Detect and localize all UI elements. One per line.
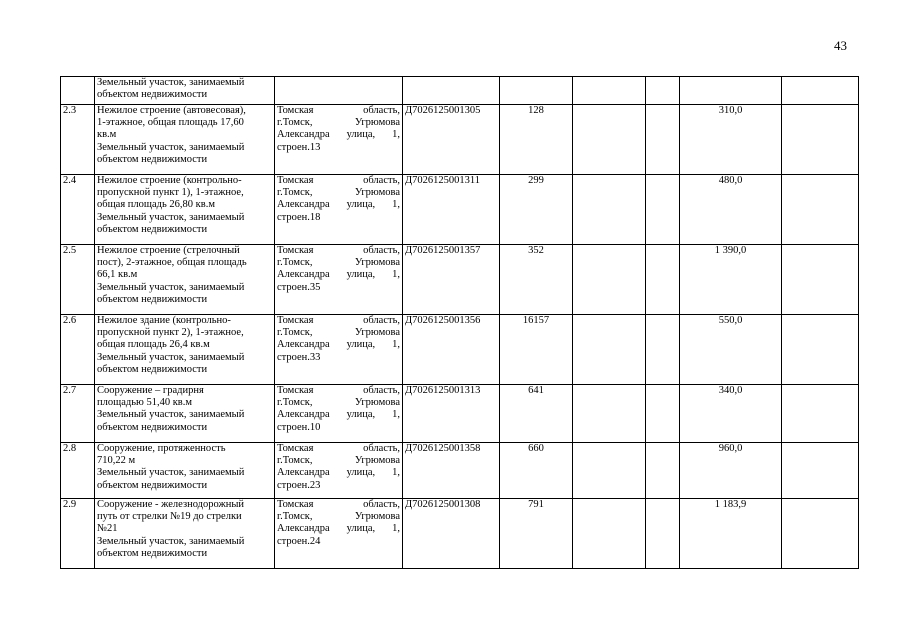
address-line: строен.23 [277,479,321,491]
object-name-line: общая площадь 26,4 кв.м [97,339,210,351]
object-name-cell [95,443,275,499]
table-row [61,77,859,105]
object-name-line: пост), 2-этажное, общая площадь [97,257,247,269]
land-plot-line: объектом недвижимости [97,363,208,375]
table-row [61,315,859,385]
address-line: строен.10 [277,421,321,433]
address-line: Томская область, [277,385,400,396]
object-name-line: Сооружение, протяженность [97,443,226,454]
empty-cell [782,499,859,569]
address-line: г.Томск, Угрюмова [277,117,400,129]
empty-cell [646,499,680,569]
land-plot-line: объектом недвижимости [97,479,208,491]
object-name-line: пропускной пункт 2), 1-этажное, [97,327,244,339]
empty-cell [646,443,680,499]
empty-cell [782,105,859,175]
land-plot-line: Земельный участок, занимаемый [97,211,245,223]
table-row [61,499,859,569]
land-plot-line: Земельный участок, занимаемый [97,535,245,547]
address-line: строен.24 [277,535,321,547]
address-line: г.Томск, Угрюмова [277,455,400,467]
land-plot-line: Земельный участок, занимаемый [97,409,245,421]
empty-cell [646,315,680,385]
address-line: Томская область, [277,443,400,454]
price-cell: 550,0 [680,315,782,385]
address-cell [275,315,403,385]
address-line: Томская область, [277,245,400,256]
empty-cell [646,245,680,315]
empty-cell [782,77,859,105]
land-plot-line: объектом недвижимости [97,153,208,165]
address-cell [275,105,403,175]
address-line: строен.18 [277,211,321,223]
address-line: Александра улица, 1, [277,129,400,141]
object-name-line: 1-этажное, общая площадь 17,60 [97,117,244,129]
land-area-cell: 660 [500,443,573,499]
address-line: Александра улица, 1, [277,523,400,535]
empty-cell [573,385,646,443]
address-cell [275,499,403,569]
empty-cell [573,77,646,105]
address-line: Александра улица, 1, [277,199,400,211]
price-cell: 340,0 [680,385,782,443]
page-number: 43 [834,38,847,53]
address-line: Александра улица, 1, [277,409,400,421]
object-name-cell [95,245,275,315]
row-number-cell: 2.3 [61,105,95,175]
object-name-line: Нежилое строение (контрольно- [97,175,242,186]
address-line: Томская область, [277,105,400,116]
price-cell: 480,0 [680,175,782,245]
empty-cell [782,245,859,315]
row-number-cell: 2.6 [61,315,95,385]
address-line: г.Томск, Угрюмова [277,257,400,269]
object-name-line: пропускной пункт 1), 1-этажное, [97,187,244,199]
address-line: Томская область, [277,315,400,326]
object-name-cell [95,105,275,175]
address-line: Томская область, [277,175,400,186]
row-number-cell: 2.4 [61,175,95,245]
object-name-cell [95,315,275,385]
empty-cell [782,443,859,499]
object-name-line: путь от стрелки №19 до стрелки [97,511,242,523]
empty-cell [782,315,859,385]
row-number-cell: 2.8 [61,443,95,499]
address-line: строен.33 [277,351,321,363]
empty-cell [646,105,680,175]
table-row [61,385,859,443]
object-name-line: Нежилое строение (автовесовая), [97,105,246,116]
object-name-cell [95,175,275,245]
address-line: г.Томск, Угрюмова [277,397,400,409]
object-name-cell [95,77,275,105]
table-row [61,245,859,315]
land-plot-line: Земельный участок, занимаемый [97,141,245,153]
cadastral-number-cell: Д7026125001308 [403,499,500,569]
address-line: строен.35 [277,281,321,293]
row-number-cell [61,77,95,105]
cadastral-number-cell: Д7026125001313 [403,385,500,443]
land-plot-line: Земельный участок, занимаемый [97,467,245,479]
land-area-cell: 299 [500,175,573,245]
address-cell [275,77,403,105]
object-name-cell [95,385,275,443]
empty-cell [782,175,859,245]
object-name-line: №21 [97,523,118,535]
empty-cell [646,77,680,105]
object-name-line: Нежилое строение (стрелочный [97,245,240,256]
address-cell [275,443,403,499]
empty-cell [646,385,680,443]
table-row [61,175,859,245]
cadastral-number-cell: Д7026125001305 [403,105,500,175]
address-line: Александра улица, 1, [277,269,400,281]
address-line: г.Томск, Угрюмова [277,327,400,339]
address-cell [275,245,403,315]
price-cell: 310,0 [680,105,782,175]
land-area-cell: 352 [500,245,573,315]
address-line: г.Томск, Угрюмова [277,187,400,199]
row-number-cell: 2.7 [61,385,95,443]
object-name-line: 66,1 кв.м [97,269,138,281]
object-name-line: объектом недвижимости [97,89,208,101]
table-row [61,443,859,499]
empty-cell [573,245,646,315]
cadastral-number-cell: Д7026125001358 [403,443,500,499]
price-cell: 960,0 [680,443,782,499]
empty-cell [573,499,646,569]
empty-cell [573,315,646,385]
land-area-cell: 16157 [500,315,573,385]
cadastral-number-cell: Д7026125001311 [403,175,500,245]
address-cell [275,385,403,443]
object-name-line: Сооружение - железнодорожный [97,499,245,510]
land-plot-line: объектом недвижимости [97,421,208,433]
empty-cell [573,175,646,245]
price-cell [680,77,782,105]
address-line: Томская область, [277,499,400,510]
empty-cell [573,443,646,499]
cadastral-number-cell: Д7026125001356 [403,315,500,385]
land-area-cell: 641 [500,385,573,443]
land-plot-line: Земельный участок, занимаемый [97,281,245,293]
empty-cell [573,105,646,175]
address-cell [275,175,403,245]
object-name-line: 710,22 м [97,455,136,467]
object-name-cell [95,499,275,569]
land-area-cell: 128 [500,105,573,175]
land-plot-line: Земельный участок, занимаемый [97,351,245,363]
object-name-line: площадью 51,40 кв.м [97,397,193,409]
price-cell: 1 390,0 [680,245,782,315]
object-name-line: кв.м [97,129,117,141]
cadastral-cell [403,77,500,105]
object-name-line: Земельный участок, занимаемый [97,77,245,88]
property-registry-table [60,76,859,569]
cadastral-number-cell: Д7026125001357 [403,245,500,315]
object-name-line: Нежилое здание (контрольно- [97,315,231,326]
land-area-cell: 791 [500,499,573,569]
object-name-line: Сооружение – градирня [97,385,204,396]
address-line: Александра улица, 1, [277,339,400,351]
land-plot-line: объектом недвижимости [97,293,208,305]
address-line: строен.13 [277,141,321,153]
address-line: г.Томск, Угрюмова [277,511,400,523]
empty-cell [646,175,680,245]
row-number-cell: 2.9 [61,499,95,569]
object-name-line: общая площадь 26,80 кв.м [97,199,215,211]
price-cell: 1 183,9 [680,499,782,569]
land-area-cell [500,77,573,105]
land-plot-line: объектом недвижимости [97,223,208,235]
empty-cell [782,385,859,443]
row-number-cell: 2.5 [61,245,95,315]
address-line: Александра улица, 1, [277,467,400,479]
table-row [61,105,859,175]
land-plot-line: объектом недвижимости [97,547,208,559]
